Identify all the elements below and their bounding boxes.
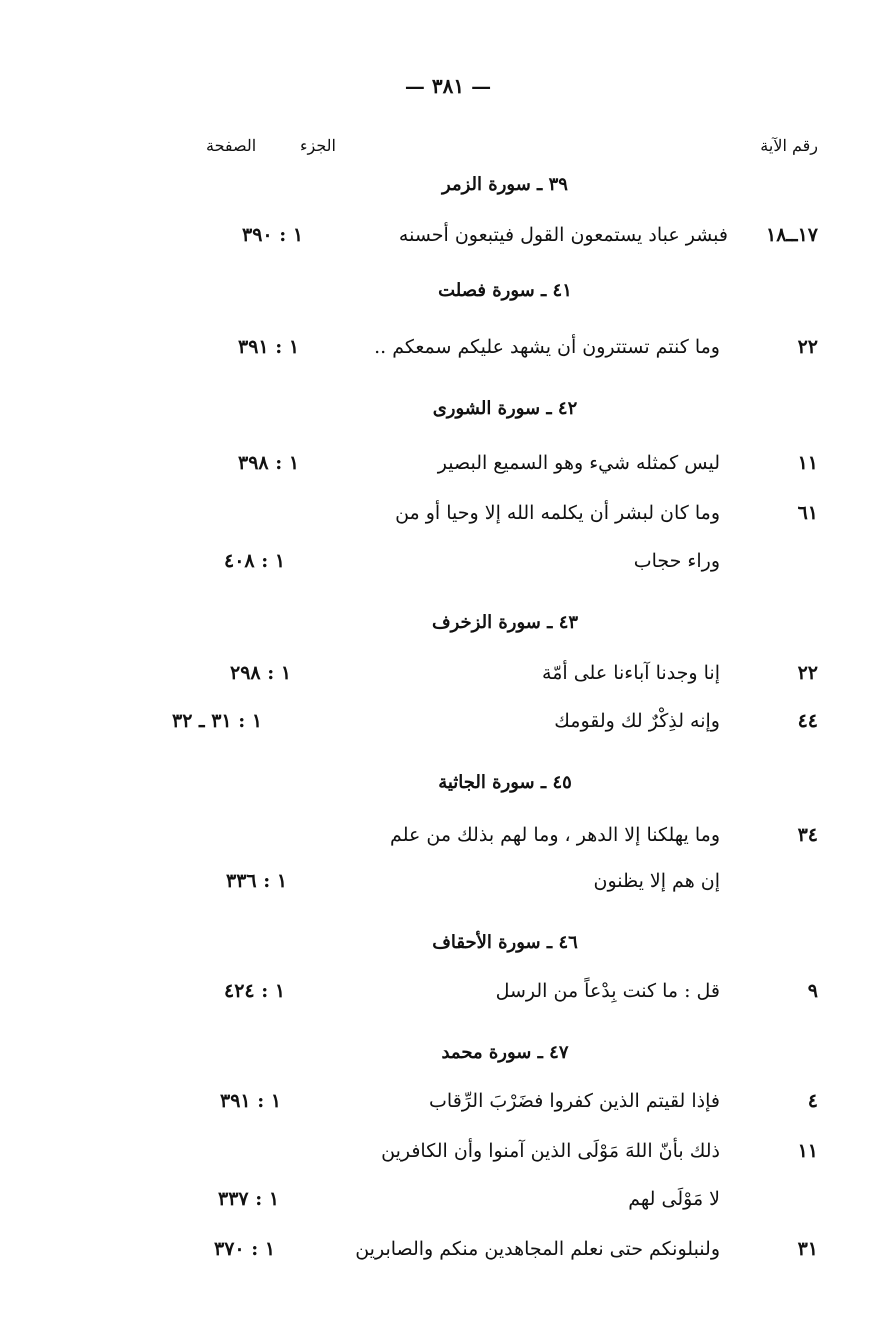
header-ayah-number: رقم الآية xyxy=(760,136,818,155)
part-page-ref: ١ : ٣٣٧ xyxy=(218,1188,280,1210)
verse-text: وما كنتم تستترون أن يشهد عليكم سمعكم .. xyxy=(374,336,720,358)
header-part: الجزء xyxy=(300,136,336,155)
ayah-number: ٤٤ xyxy=(797,710,818,732)
part-page-ref: ١ : ٢٩٨ xyxy=(230,662,292,684)
ayah-number: ٤ xyxy=(807,1090,818,1112)
ayah-number: ٣١ xyxy=(797,1238,818,1260)
index-row xyxy=(0,452,896,492)
ayah-number: ١١ xyxy=(797,1140,818,1162)
index-row xyxy=(0,1090,896,1130)
verse-text: ذلك بأنّ اللهَ مَوْلَى الذين آمنوا وأن الكافرين xyxy=(381,1140,720,1162)
verse-text: وما يهلكنا إلا الدهر ، وما لهم بذلك من علم xyxy=(390,824,720,846)
index-row xyxy=(0,662,896,702)
header-page: الصفحة xyxy=(206,136,257,155)
part-page-ref: ١ : ٣٩١ xyxy=(238,336,300,358)
verse-text: لا مَوْلَى لهم xyxy=(628,1188,720,1210)
verse-text: فبشر عباد يستمعون القول فيتبعون أحسنه xyxy=(398,224,728,246)
ayah-number: ٢٢ xyxy=(797,662,818,684)
index-row xyxy=(0,870,896,910)
verse-text: وما كان لبشر أن يكلمه الله إلا وحيا أو من xyxy=(395,502,720,524)
verse-text: فإذا لقيتم الذين كفروا فضَرْبَ الرِّقاب xyxy=(429,1090,720,1112)
index-row xyxy=(0,824,896,864)
surah-title: ٣٩ ـ سورة الزمر xyxy=(442,174,568,195)
ayah-number: ١٧ــ١٨ xyxy=(766,224,818,246)
index-row xyxy=(0,980,896,1020)
ayah-number: ١١ xyxy=(797,452,818,474)
index-row xyxy=(0,1140,896,1180)
surah-title: ٤١ ـ سورة فصلت xyxy=(438,280,572,301)
surah-title: ٤٢ ـ سورة الشورى xyxy=(432,398,578,419)
ayah-number: ٦١ xyxy=(797,502,818,524)
index-row xyxy=(0,502,896,542)
part-page-ref: ١ : ٤٠٨ xyxy=(224,550,286,572)
verse-text: قل : ما كنت بِدْعاً من الرسل xyxy=(495,980,720,1002)
surah-title: ٤٦ ـ سورة الأحقاف xyxy=(432,932,578,953)
verse-text: ولنبلونكم حتى نعلم المجاهدين منكم والصابرين xyxy=(355,1238,720,1260)
part-page-ref: ١ : ٣٩٠ xyxy=(242,224,304,246)
index-row xyxy=(0,1188,896,1228)
index-row xyxy=(0,336,896,376)
part-page-ref: ١ : ٣٣٦ xyxy=(226,870,288,892)
surah-title: ٤٧ ـ سورة محمد xyxy=(441,1042,569,1063)
verse-text: ليس كمثله شيء وهو السميع البصير xyxy=(437,452,720,474)
part-page-ref: ١ : ٣٧٠ xyxy=(214,1238,276,1260)
verse-text: إنا وجدنا آباءنا على أمّة xyxy=(542,662,720,684)
index-row xyxy=(0,710,896,750)
index-row xyxy=(0,1238,896,1278)
ayah-number: ٩ xyxy=(807,980,818,1002)
surah-title: ٤٥ ـ سورة الجاثية xyxy=(438,772,572,793)
index-row xyxy=(0,224,896,264)
part-page-ref: ١ : ٣١ ـ ٣٢ xyxy=(172,710,263,732)
ayah-number: ٢٢ xyxy=(797,336,818,358)
verse-text: وراء حجاب xyxy=(633,550,720,572)
page-number: — ٣٨١ — xyxy=(404,74,492,98)
part-page-ref: ١ : ٣٩١ xyxy=(220,1090,282,1112)
ayah-number: ٣٤ xyxy=(797,824,818,846)
verse-text: وإنه لذِكْرٌ لك ولقومك xyxy=(554,710,720,732)
part-page-ref: ١ : ٣٩٨ xyxy=(238,452,300,474)
index-row xyxy=(0,550,896,590)
verse-text: إن هم إلا يظنون xyxy=(593,870,720,892)
part-page-ref: ١ : ٤٢٤ xyxy=(224,980,286,1002)
surah-title: ٤٣ ـ سورة الزخرف xyxy=(431,612,579,633)
